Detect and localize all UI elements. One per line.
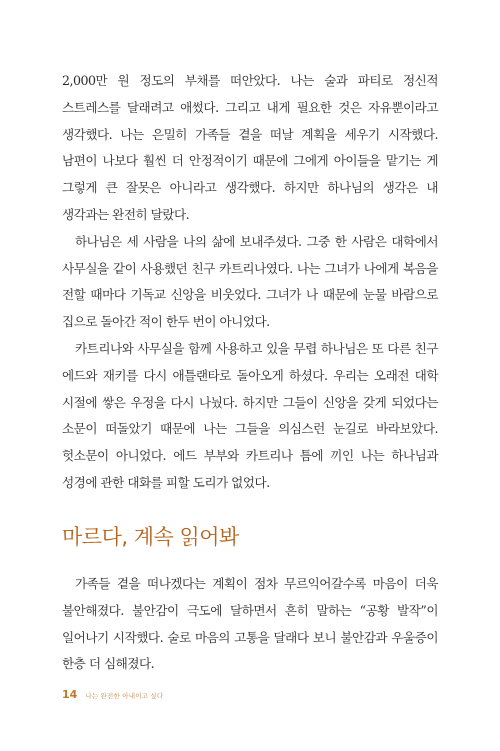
page-number: 14 bbox=[62, 688, 78, 701]
page-footer bbox=[62, 688, 163, 701]
paragraph: 카트리나와 사무실을 함께 사용하고 있을 무렵 하나님은 또 다른 친구 에드와 재키를 다시 애틀랜타로 돌아오게 하셨다. 우리는 오래전 대학 시절에 쌓은 우정을 다시 나눴다. 하지만 그들이 신앙을 갖게 되었다는 소문이 떠돌았기 때문에 나는 그들을 의심스런 눈길로 바라보았다. 헛소문이 아니었다. 에드 부부와 카트리나 틈에 끼인 나는 하나님과 성경에 관한 대화를 피할 도리가 없었다. bbox=[62, 340, 438, 490]
paragraph: 가족들 곁을 떠나겠다는 계획이 점차 무르익어갈수록 마음이 더욱 불안해졌다. 불안감이 극도에 달하면서 흔히 말하는 “공황 발작”이 일어나기 시작했다. 술로 마음의 고통을 달래다 보니 불안감과 우울증이 한층 더 심해졌다. bbox=[62, 576, 438, 672]
running-title: 나는 완전한 아내이고 싶다 bbox=[85, 692, 164, 700]
paragraph: 2,000만 원 정도의 부채를 떠안았다. 나는 술과 파티로 정신적 스트레스를 달래려고 애썼다. 그리고 내게 필요한 것은 자유뿐이라고 생각했다. 나는 은밀히 가족들 곁을 떠날 계획을 세우기 시작했다. 남편이 나보다 훨씬 더 안정적이기 때문에 그에게 아이들을 맡기는 게 그렇게 큰 잘못은 아니라고 생각했다. 하지만 하나님의 생각은 내 생각과는 완전히 달랐다. bbox=[62, 73, 438, 222]
body-text-bottom bbox=[62, 571, 438, 678]
paragraph: 하나님은 세 사람을 나의 삶에 보내주셨다. 그중 한 사람은 대학에서 사무실을 같이 사용했던 친구 카트리나였다. 나는 그녀가 나에게 복음을 전할 때마다 기독교 신앙을 비웃었다. 그녀가 나 때문에 눈물 바람으로 집으로 돌아간 적이 한두 번이 아니었다. bbox=[62, 233, 438, 330]
body-text-top bbox=[62, 68, 438, 497]
section-title: 마르다, 계속 읽어봐 bbox=[62, 525, 239, 549]
